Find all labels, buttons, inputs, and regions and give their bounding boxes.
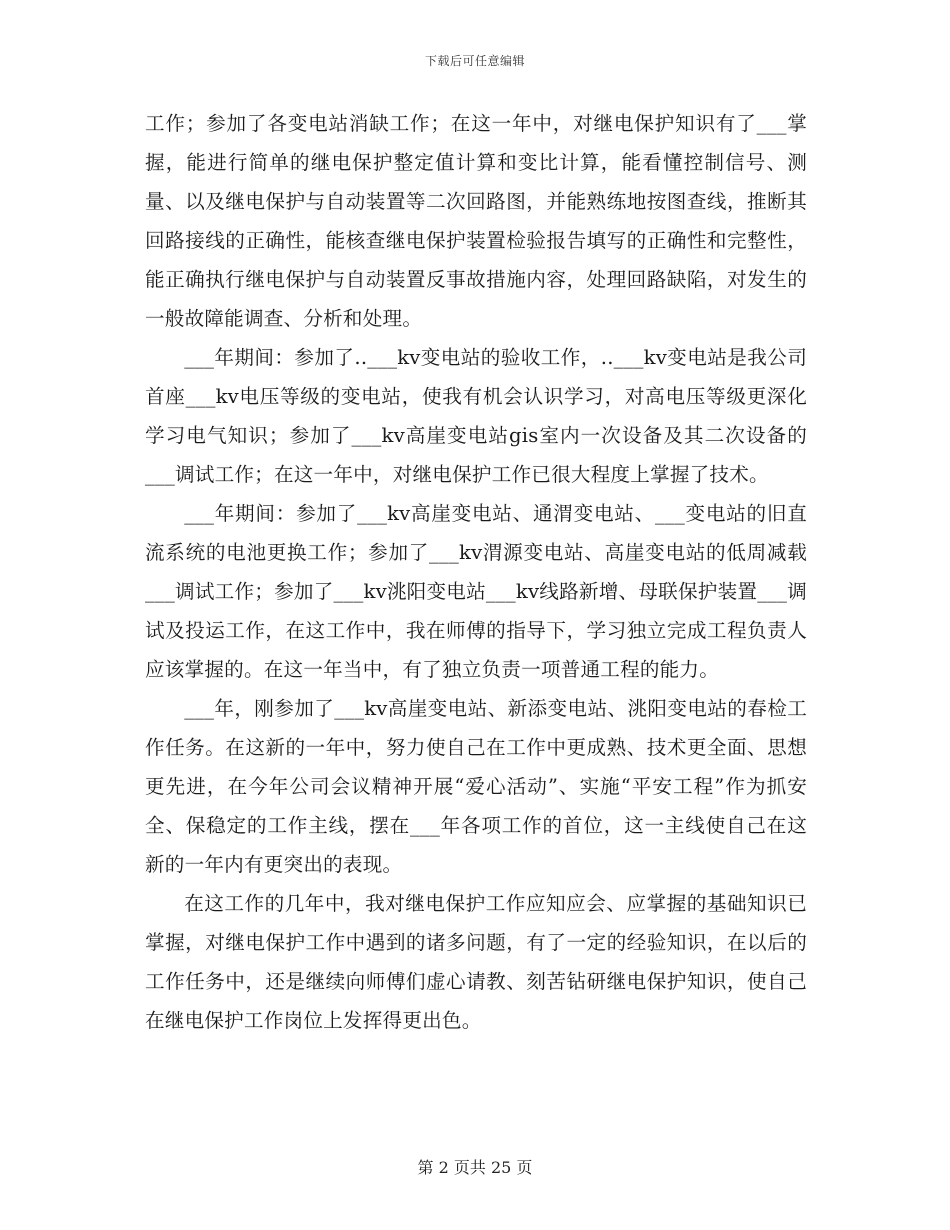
paragraph-1: 工作；参加了各变电站消缺工作；在这一年中，对继电保护知识有了___掌握，能进行简单的继电保护整定值计算和变比计算，能看懂控制信号、测量、以及继电保护与自动装置等二次回路图，并能熟练地按图查线，推断其回路接线的正确性，能核查继电保护装置检验报告填写的正确性和完整性，能正确执行继电保护与自动装置反事故措施内容，处理回路缺陷，对发生的一般故障能调查、分析和处理。 [145,112,807,330]
page-footer: 第 2 页共 25 页 [417,1158,533,1177]
paragraph-5: 在这工作的几年中，我对继电保护工作应知应会、应掌握的基础知识已掌握，对继电保护工作中遇到的诸多问题，有了一定的经验知识，在以后的工作任务中，还是继续向师傅们虚心请教、刻苦钻研继电保护知识，使自己在继电保护工作岗位上发挥得更出色。 [145,892,807,1032]
paragraph-2: ___年期间：参加了..___kv变电站的验收工作，..___kv变电站是我公司首座___kv电压等级的变电站，使我有机会认识学习，对高电压等级更深化学习电气知识；参加了___kv高崖变电站gis室内一次设备及其二次设备的___调试工作；在这一年中，对继电保护工作已很大程度上掌握了技术。 [145,346,807,486]
document-body [145,104,807,1040]
paragraph-4: ___年，刚参加了___kv高崖变电站、新添变电站、洮阳变电站的春检工作任务。在这新的一年中，努力使自己在工作中更成熟、技术更全面、思想更先进，在今年公司会议精神开展“爱心活动”、实施“平安工程”作为抓安全、保稳定的工作主线，摆在___年各项工作的首位，这一主线使自己在这新的一年内有更突出的表现。 [145,697,807,876]
page-header: 下载后可任意编辑 [424,54,525,68]
paragraph-3: ___年期间：参加了___kv高崖变电站、通渭变电站、___变电站的旧直流系统的电池更换工作；参加了___kv渭源变电站、高崖变电站的低周减载___调试工作；参加了___kv洮阳变电站___kv线路新增、母联保护装置___调试及投运工作，在这工作中，我在师傅的指导下，学习独立完成工程负责人应该掌握的。在这一年当中，有了独立负责一项普通工程的能力。 [145,502,807,681]
